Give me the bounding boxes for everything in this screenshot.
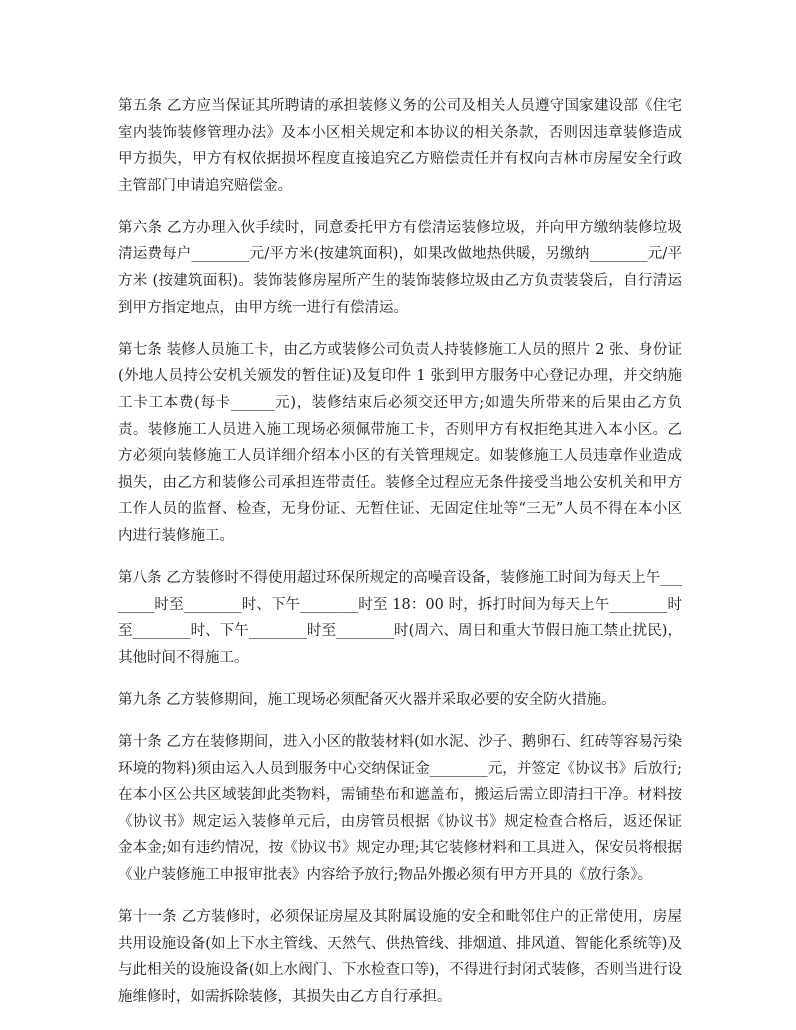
article-5: 第五条 乙方应当保证其所聘请的承担装修义务的公司及相关人员遵守国家建设部《住宅室内装饰装修管理办法》及本小区相关规定和本协议的相关条款，否则因违章装修造成甲方损失，甲方有权依据损坏程度直接追究乙方赔偿责任并有权向吉林市房屋安全行政主管部门申请追究赔偿金。 (118, 98, 682, 194)
article-10: 第十条 乙方在装修期间，进入小区的散装材料(如水泥、沙子、鹅卵石、红砖等容易污染环境的物料)须由运入人员到服务中心交纳保证金________元，并签定《协议书》后放行;在本小区公共区域装卸此类物料，需铺垫布和遮盖布，搬运后需立即清扫干净。材料按《协议书》规定运入装修单元后，由房管员根据《协议书》规定检查合格后，返还保证金本金;如有违约情况，按《协议书》规定办理;其它装修材料和工具进入，保安员将根据《业户装修施工申报审批表》内容给予放行;物品外搬必须有甲方开具的《放行条》。 (118, 733, 682, 883)
article-6: 第六条 乙方办理入伙手续时，同意委托甲方有偿清运装修垃圾，并向甲方缴纳装修垃圾清运费每户________元/平方米(按建筑面积)，如果改做地热供暖，另缴纳________元/平方米 (按建筑面积)。装饰装修房屋所产生的装饰装修垃圾由乙方负责装袋后，自行清运到甲方指定地点，由甲方统一进行有偿清运。 (118, 219, 682, 316)
article-11: 第十一条 乙方装修时，必须保证房屋及其附属设施的安全和毗邻住户的正常使用，房屋共用设施设备(如上下水主管线、天然气、供热管线、排烟道、排风道、智能化系统等)及与此相关的设施设备(如上水阀门、下水检查口等)，不得进行封闭式装修，否则当进行设施维修时，如需拆除装修，其损失由乙方自行承担。 (118, 909, 682, 1005)
document-body (118, 93, 682, 1026)
article-9: 第九条 乙方装修期间，施工现场必须配备灭火器并采取必要的安全防火措施。 (118, 691, 616, 708)
article-8: 第八条 乙方装修时不得使用超过环保所规定的高噪音设备，装修施工时间为每天上午________时至________时、下午________时至 18：00 时，拆打时间为每天上午________时至________时、下午________时至________时(周六、周日和重大节假日施工禁止扰民)，其他时间不得施工。 (118, 570, 682, 666)
article-7: 第七条 装修人员施工卡，由乙方或装修公司负责人持装修施工人员的照片 2 张、身份证(外地人员持公安机关颁发的暂住证)及复印件 1 张到甲方服务中心登记办理，并交纳施工卡工本费(每卡______元)，装修结束后必须交还甲方;如遗失所带来的后果由乙方负责。装修施工人员进入施工现场必须佩带施工卡，否则甲方有权拒绝其进入本小区。乙方必须向装修施工人员详细介绍本小区的有关管理规定。如装修施工人员违章作业造成损失，由乙方和装修公司承担连带责任。装修全过程应无条件接受当地公安机关和甲方工作人员的监督、检查，无身份证、无暂住证、无固定住址等“三无”人员不得在本小区内进行装修施工。 (118, 341, 682, 544)
